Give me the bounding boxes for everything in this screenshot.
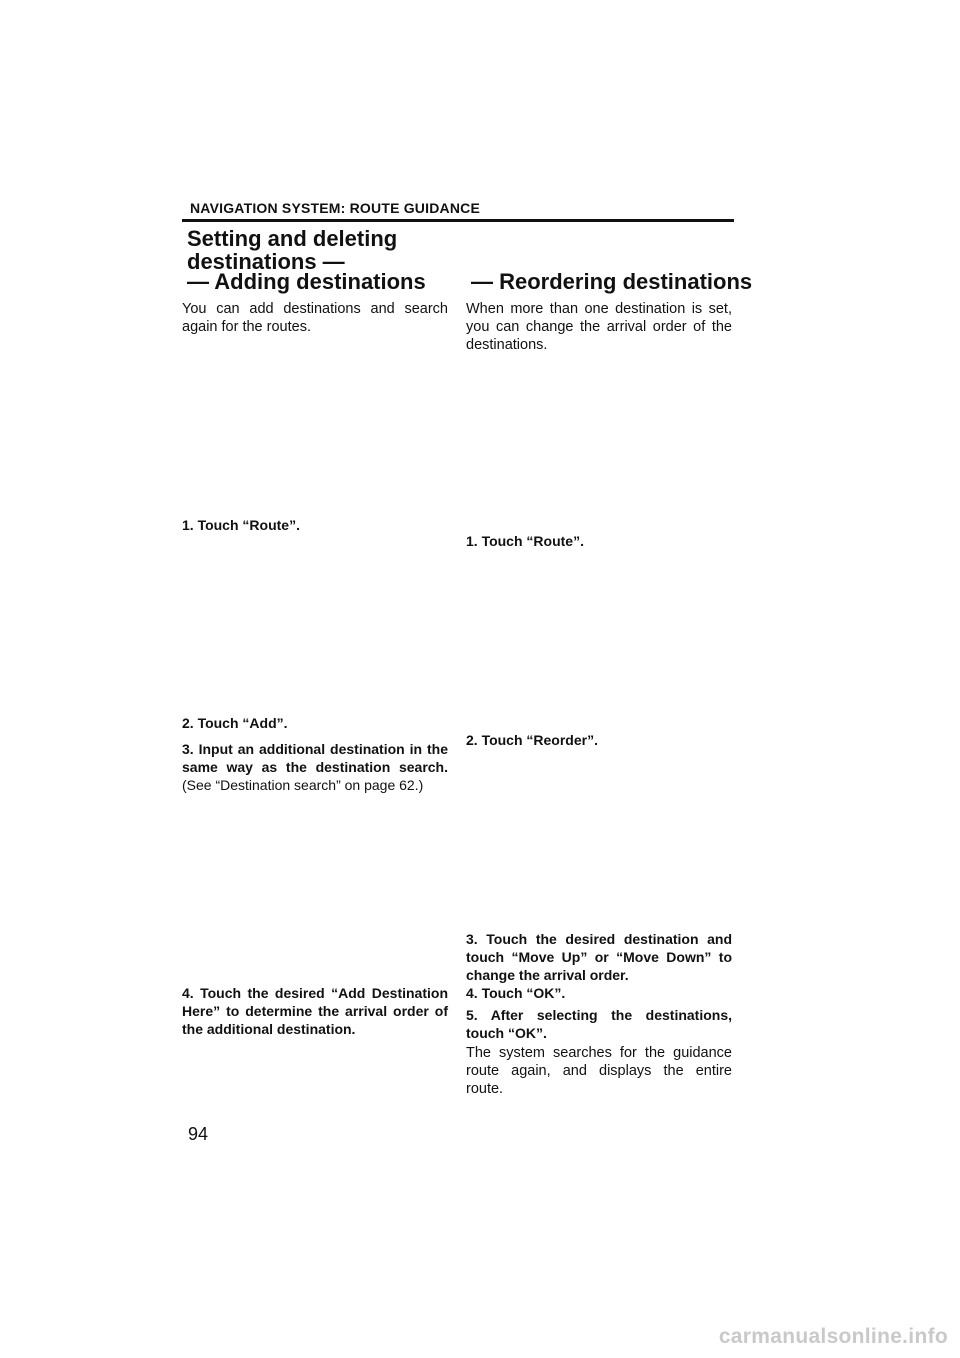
reordering-intro-text: When more than one destination is set, you can change the arrival order of the destinations.	[466, 301, 732, 353]
watermark: carmanualsonline.info	[718, 1325, 948, 1348]
header-divider	[182, 219, 734, 222]
page-number: 94	[188, 1124, 209, 1144]
section-header: NAVIGATION SYSTEM: ROUTE GUIDANCE	[190, 200, 480, 216]
adding-step-3-instruction: 3. Input an additional destination in the same way as the destination search.	[182, 741, 448, 775]
reordering-step-1: 1. Touch “Route”.	[466, 533, 584, 549]
reordering-step-2: 2. Touch “Reorder”.	[466, 732, 598, 748]
reordering-step-3: 3. Touch the desired destination and touch “Move Up” or “Move Down” to change the arrival order.	[466, 931, 732, 983]
page-title-line-2: destinations —	[187, 249, 345, 274]
adding-step-4: 4. Touch the desired “Add Destination Here” to determine the arrival order of the additional destination.	[182, 985, 448, 1037]
reordering-step-4: 4. Touch “OK”.	[466, 985, 566, 1001]
page-title-line-1: Setting and deleting	[187, 226, 398, 251]
subtitle-adding-destinations: — Adding destinations	[187, 269, 426, 294]
adding-step-3-reference: (See “Destination search” on page 62.)	[182, 777, 424, 793]
adding-step-3	[182, 740, 448, 794]
reordering-result-text: The system searches for the guidance route again, and displays the entire route.	[466, 1045, 732, 1097]
adding-step-1: 1. Touch “Route”.	[182, 517, 300, 533]
reordering-step-5: 5. After selecting the destinations, touch “OK”.	[466, 1007, 732, 1041]
adding-intro-text: You can add destinations and search again for the routes.	[182, 301, 448, 335]
subtitle-reordering-destinations: — Reordering destinations	[471, 269, 753, 294]
adding-step-2: 2. Touch “Add”.	[182, 715, 288, 731]
